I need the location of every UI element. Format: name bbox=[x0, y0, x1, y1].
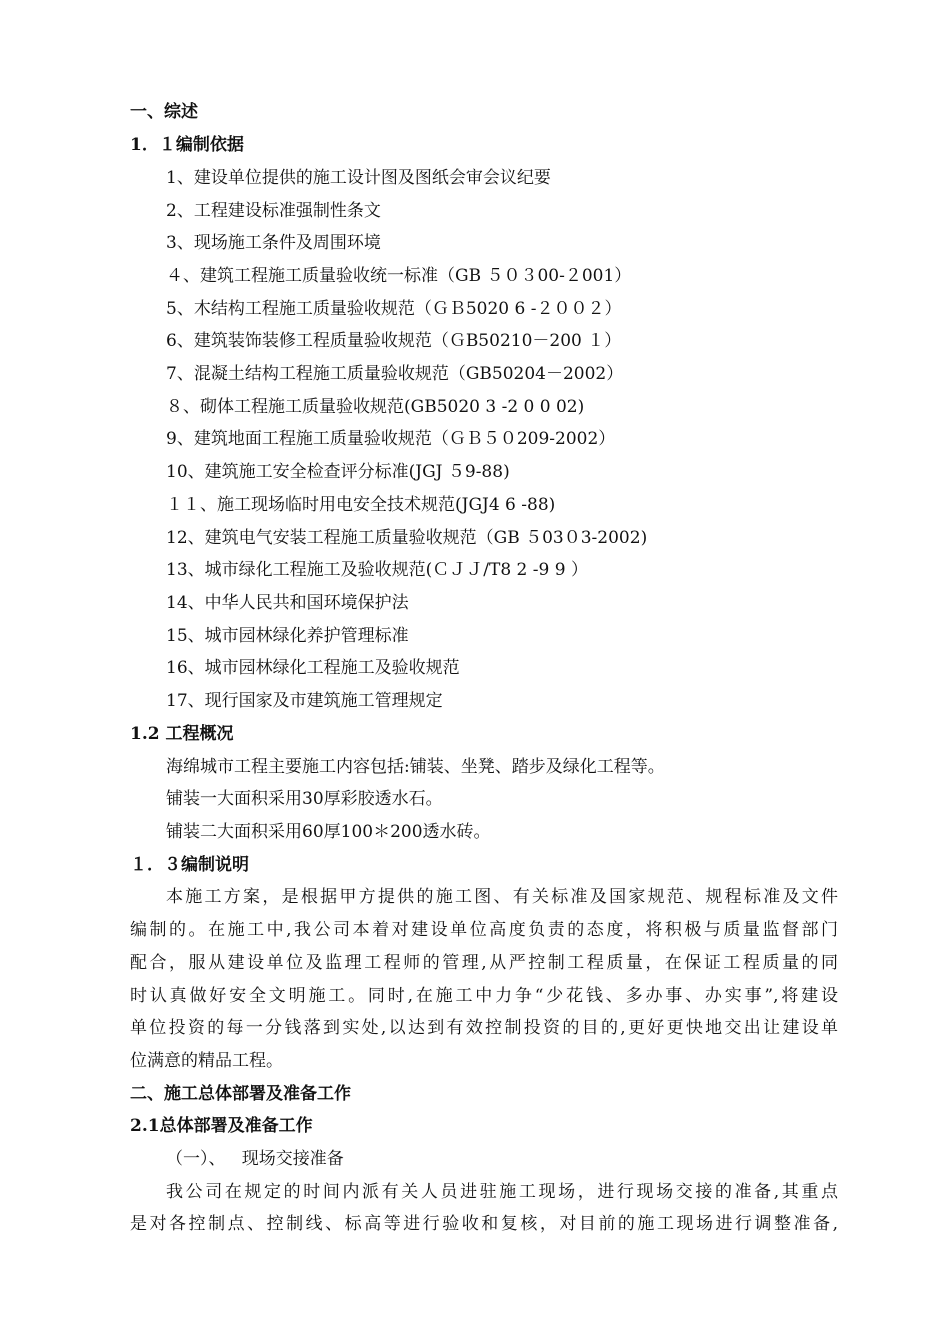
subsection-title: （一）、 现场交接准备 bbox=[166, 1149, 344, 1169]
basis-item: 16、城市园林绿化工程施工及验收规范 bbox=[166, 658, 460, 678]
basis-item: 9、建筑地面工程施工质量验收规范（ＧＢ５０209-2002） bbox=[166, 429, 616, 449]
basis-item: ８、砌体工程施工质量验收规范(GB5020 3 -2 0 0 02) bbox=[166, 397, 585, 417]
body-line: 本施工方案，是根据甲方提供的施工图、有关标准及国家规范、规程标准及文件 bbox=[166, 887, 838, 907]
body-line: 配合，服从建设单位及监理工程师的管理,从严控制工程质量，在保证工程质量的同 bbox=[130, 953, 838, 973]
section-2-heading: 二、施工总体部署及准备工作 bbox=[130, 1084, 351, 1104]
basis-item: １１、施工现场临时用电安全技术规范(JGJ4 6 -88) bbox=[166, 495, 556, 515]
section-2-1-heading: 2.1总体部署及准备工作 bbox=[130, 1116, 313, 1136]
overview-line: 铺装二大面积采用60厚100＊200透水砖。 bbox=[166, 822, 491, 842]
body-line: 单位投资的每一分钱落到实处,以达到有效控制投资的目的,更好更快地交出让建设单 bbox=[130, 1018, 838, 1038]
basis-item: 6、建筑装饰装修工程质量验收规范（ＧB50210－200 １） bbox=[166, 331, 622, 351]
body-line: 是对各控制点、控制线、标高等进行验收和复核，对目前的施工现场进行调整准备, bbox=[130, 1214, 838, 1234]
basis-item: 14、中华人民共和国环境保护法 bbox=[166, 593, 409, 613]
body-line: 编制的。在施工中,我公司本着对建设单位高度负责的态度，将积极与质量监督部门 bbox=[130, 920, 838, 940]
body-line: 时认真做好安全文明施工。同时,在施工中力争“少花钱、多办事、办实事”,将建设 bbox=[130, 986, 838, 1006]
section-1-3-heading: １．３编制说明 bbox=[130, 855, 249, 875]
basis-item: 5、木结构工程施工质量验收规范（ＧＢ5020 6 -２００２） bbox=[166, 299, 622, 319]
basis-item: 13、城市绿化工程施工及验收规范(ＣＪＪ/T8 2 -9 9 ） bbox=[166, 560, 588, 580]
body-line: 我公司在规定的时间内派有关人员进驻施工现场，进行现场交接的准备,其重点 bbox=[166, 1182, 838, 1202]
basis-item: 7、混凝土结构工程施工质量验收规范（GB50204－2002） bbox=[166, 364, 624, 384]
body-line: 位满意的精品工程。 bbox=[130, 1051, 283, 1071]
basis-item: 15、城市园林绿化养护管理标准 bbox=[166, 626, 409, 646]
section-1-1-heading: 1．１编制依据 bbox=[130, 135, 244, 155]
basis-item: 1、建设单位提供的施工设计图及图纸会审会议纪要 bbox=[166, 168, 551, 188]
overview-line: 铺装一大面积采用30厚彩胶透水石。 bbox=[166, 789, 443, 809]
basis-item: 12、建筑电气安装工程施工质量验收规范（GB ５03０3-2002) bbox=[166, 528, 648, 548]
basis-item: 10、建筑施工安全检查评分标准(JGJ ５9-88) bbox=[166, 462, 510, 482]
basis-item: 2、工程建设标准强制性条文 bbox=[166, 201, 381, 221]
overview-line: 海绵城市工程主要施工内容包括:铺装、坐凳、踏步及绿化工程等。 bbox=[166, 757, 665, 777]
basis-item: 3、现场施工条件及周围环境 bbox=[166, 233, 381, 253]
basis-item: ４、建筑工程施工质量验收统一标准（GB ５０３00-２001） bbox=[166, 266, 632, 286]
section-1-2-heading: 1.2 工程概况 bbox=[130, 724, 234, 744]
basis-item: 17、现行国家及市建筑施工管理规定 bbox=[166, 691, 443, 711]
section-1-heading: 一、综述 bbox=[130, 102, 198, 122]
